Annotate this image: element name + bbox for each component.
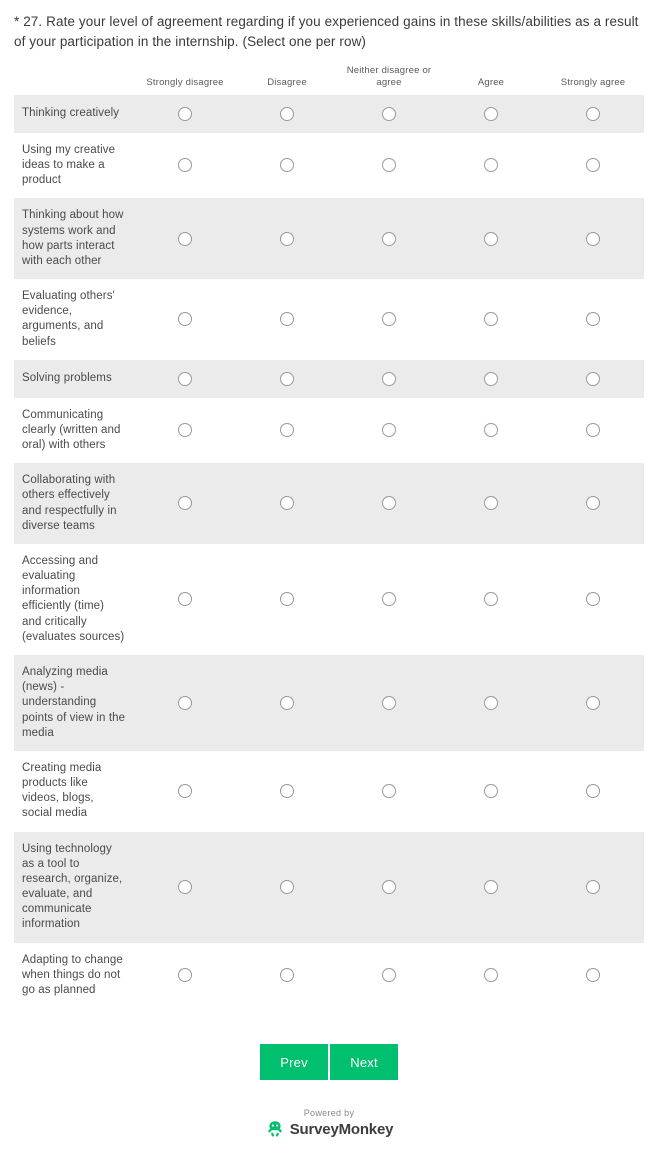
- radio-cell[interactable]: [134, 655, 236, 751]
- footer: [14, 1108, 644, 1159]
- row-label: Using technology as a tool to research, organize, evaluate, and communicate information: [22, 842, 123, 931]
- radio-button[interactable]: [484, 232, 498, 246]
- radio-button[interactable]: [178, 232, 192, 246]
- radio-cell[interactable]: [338, 95, 440, 133]
- radio-cell[interactable]: [542, 751, 644, 832]
- radio-cell[interactable]: [236, 832, 338, 943]
- radio-cell[interactable]: [542, 398, 644, 464]
- radio-button[interactable]: [382, 158, 396, 172]
- radio-cell[interactable]: [134, 751, 236, 832]
- radio-cell[interactable]: [338, 360, 440, 398]
- radio-cell[interactable]: [440, 360, 542, 398]
- radio-cell[interactable]: [542, 655, 644, 751]
- radio-button[interactable]: [280, 696, 294, 710]
- radio-cell[interactable]: [236, 133, 338, 199]
- radio-button[interactable]: [484, 496, 498, 510]
- table-row: [14, 95, 644, 133]
- radio-button[interactable]: [484, 372, 498, 386]
- radio-button[interactable]: [484, 880, 498, 894]
- radio-cell[interactable]: [542, 943, 644, 1009]
- radio-button[interactable]: [484, 312, 498, 326]
- radio-cell[interactable]: [440, 133, 542, 199]
- radio-cell[interactable]: [134, 943, 236, 1009]
- powered-by-label: Powered by: [303, 1108, 355, 1119]
- radio-cell[interactable]: [236, 751, 338, 832]
- radio-button[interactable]: [586, 784, 600, 798]
- radio-button[interactable]: [280, 592, 294, 606]
- radio-cell[interactable]: [338, 463, 440, 544]
- radio-cell[interactable]: [542, 133, 644, 199]
- radio-button[interactable]: [586, 423, 600, 437]
- radio-cell[interactable]: [542, 198, 644, 279]
- radio-button[interactable]: [382, 968, 396, 982]
- radio-button[interactable]: [178, 107, 192, 121]
- radio-button[interactable]: [382, 696, 396, 710]
- radio-button[interactable]: [586, 968, 600, 982]
- radio-cell[interactable]: [338, 832, 440, 943]
- question-title: * 27. Rate your level of agreement regarding if you experienced gains in these skills/abilities as a result of your participation in the internship. (Select one per row): [14, 14, 639, 49]
- radio-button[interactable]: [280, 158, 294, 172]
- radio-button[interactable]: [586, 496, 600, 510]
- radio-button[interactable]: [586, 232, 600, 246]
- table-row: [14, 279, 644, 360]
- matrix-corner: [14, 65, 134, 95]
- radio-button[interactable]: [178, 496, 192, 510]
- radio-cell[interactable]: [134, 360, 236, 398]
- radio-cell[interactable]: [440, 832, 542, 943]
- radio-button[interactable]: [178, 968, 192, 982]
- row-label: Thinking about how systems work and how parts interact with each other: [22, 209, 124, 267]
- radio-button[interactable]: [382, 784, 396, 798]
- radio-button[interactable]: [484, 158, 498, 172]
- matrix-header: [14, 65, 644, 95]
- table-row: [14, 751, 644, 832]
- radio-button[interactable]: [484, 968, 498, 982]
- matrix-body: [14, 95, 644, 1008]
- row-label: Communicating clearly (written and oral) with others: [22, 408, 121, 452]
- radio-button[interactable]: [382, 496, 396, 510]
- row-label: Analyzing media (news) - understanding points of view in the media: [22, 666, 126, 739]
- table-row: [14, 398, 644, 464]
- radio-cell[interactable]: [440, 463, 542, 544]
- radio-button[interactable]: [586, 880, 600, 894]
- radio-button[interactable]: [382, 107, 396, 121]
- radio-button[interactable]: [178, 312, 192, 326]
- radio-button[interactable]: [178, 880, 192, 894]
- surveymonkey-wordmark: SurveyMonkey: [289, 1120, 394, 1138]
- radio-cell[interactable]: [338, 943, 440, 1009]
- radio-cell[interactable]: [134, 133, 236, 199]
- radio-cell[interactable]: [542, 279, 644, 360]
- row-label: Collaborating with others effectively and respectfully in diverse teams: [22, 474, 117, 532]
- radio-cell[interactable]: [338, 751, 440, 832]
- radio-cell[interactable]: [134, 95, 236, 133]
- radio-button[interactable]: [280, 968, 294, 982]
- radio-cell[interactable]: [134, 463, 236, 544]
- radio-button[interactable]: [382, 312, 396, 326]
- radio-cell[interactable]: [542, 544, 644, 655]
- radio-cell[interactable]: [134, 832, 236, 943]
- radio-button[interactable]: [178, 696, 192, 710]
- radio-cell[interactable]: [236, 544, 338, 655]
- radio-button[interactable]: [586, 696, 600, 710]
- next-button[interactable]: Next: [330, 1044, 398, 1080]
- radio-button[interactable]: [586, 107, 600, 121]
- radio-cell[interactable]: [542, 832, 644, 943]
- radio-cell[interactable]: [236, 943, 338, 1009]
- radio-cell[interactable]: [338, 198, 440, 279]
- survey-navigation: [14, 1044, 644, 1080]
- radio-cell[interactable]: [236, 655, 338, 751]
- radio-button[interactable]: [280, 880, 294, 894]
- table-row: [14, 360, 644, 398]
- radio-cell[interactable]: [338, 133, 440, 199]
- radio-button[interactable]: [382, 372, 396, 386]
- radio-cell[interactable]: [134, 544, 236, 655]
- radio-cell[interactable]: [440, 655, 542, 751]
- radio-cell[interactable]: [338, 544, 440, 655]
- radio-button[interactable]: [586, 158, 600, 172]
- radio-cell[interactable]: [440, 95, 542, 133]
- row-label: Creating media products like videos, blogs, social media: [22, 761, 102, 820]
- radio-button[interactable]: [280, 496, 294, 510]
- row-label: Accessing and evaluating information efficiently (time) and critically (evaluates sources): [22, 554, 125, 643]
- radio-button[interactable]: [586, 312, 600, 326]
- radio-button[interactable]: [280, 312, 294, 326]
- radio-button[interactable]: [382, 232, 396, 246]
- column-header-agree: Agree: [477, 77, 505, 88]
- radio-cell[interactable]: [338, 279, 440, 360]
- radio-cell[interactable]: [542, 95, 644, 133]
- radio-button[interactable]: [484, 423, 498, 437]
- radio-cell[interactable]: [236, 95, 338, 133]
- radio-button[interactable]: [280, 423, 294, 437]
- table-row: [14, 133, 644, 199]
- radio-button[interactable]: [586, 372, 600, 386]
- radio-button[interactable]: [484, 107, 498, 121]
- radio-cell[interactable]: [236, 198, 338, 279]
- radio-cell[interactable]: [440, 943, 542, 1009]
- radio-cell[interactable]: [236, 360, 338, 398]
- table-row: [14, 463, 644, 544]
- radio-button[interactable]: [178, 592, 192, 606]
- radio-cell[interactable]: [440, 398, 542, 464]
- radio-button[interactable]: [382, 423, 396, 437]
- radio-cell[interactable]: [236, 463, 338, 544]
- radio-button[interactable]: [382, 880, 396, 894]
- radio-button[interactable]: [484, 696, 498, 710]
- radio-button[interactable]: [178, 784, 192, 798]
- row-label: Using my creative ideas to make a product: [22, 143, 116, 187]
- radio-cell[interactable]: [440, 544, 542, 655]
- radio-button[interactable]: [586, 592, 600, 606]
- column-header-neither: Neither disagree or agree: [346, 65, 432, 88]
- row-label: Solving problems: [22, 372, 112, 385]
- table-row: [14, 943, 644, 1009]
- radio-button[interactable]: [382, 592, 396, 606]
- radio-cell[interactable]: [236, 398, 338, 464]
- radio-button[interactable]: [280, 107, 294, 121]
- radio-cell[interactable]: [134, 198, 236, 279]
- surveymonkey-branding[interactable]: [265, 1120, 393, 1138]
- table-row: [14, 655, 644, 751]
- radio-button[interactable]: [484, 592, 498, 606]
- radio-button[interactable]: [178, 372, 192, 386]
- radio-button[interactable]: [178, 158, 192, 172]
- rating-matrix: [14, 65, 644, 1008]
- table-row: [14, 544, 644, 655]
- radio-cell[interactable]: [236, 279, 338, 360]
- prev-button[interactable]: Prev: [260, 1044, 328, 1080]
- row-label: Evaluating others' evidence, arguments, and beliefs: [22, 290, 115, 348]
- radio-button[interactable]: [178, 423, 192, 437]
- radio-cell[interactable]: [338, 398, 440, 464]
- table-row: [14, 832, 644, 943]
- radio-cell[interactable]: [338, 655, 440, 751]
- column-header-strongly-disagree: Strongly disagree: [146, 77, 224, 88]
- radio-cell[interactable]: [440, 198, 542, 279]
- radio-cell[interactable]: [542, 360, 644, 398]
- radio-button[interactable]: [280, 372, 294, 386]
- radio-cell[interactable]: [440, 751, 542, 832]
- column-header-strongly-agree: Strongly agree: [560, 77, 626, 88]
- row-label: Thinking creatively: [22, 107, 120, 120]
- radio-cell[interactable]: [440, 279, 542, 360]
- table-row: [14, 198, 644, 279]
- radio-button[interactable]: [484, 784, 498, 798]
- column-header-disagree: Disagree: [267, 77, 307, 88]
- surveymonkey-monkey-icon: [265, 1120, 285, 1138]
- row-label: Adapting to change when things do not go as planned: [22, 953, 123, 996]
- radio-button[interactable]: [280, 784, 294, 798]
- radio-cell[interactable]: [134, 279, 236, 360]
- radio-cell[interactable]: [134, 398, 236, 464]
- radio-button[interactable]: [280, 232, 294, 246]
- radio-cell[interactable]: [542, 463, 644, 544]
